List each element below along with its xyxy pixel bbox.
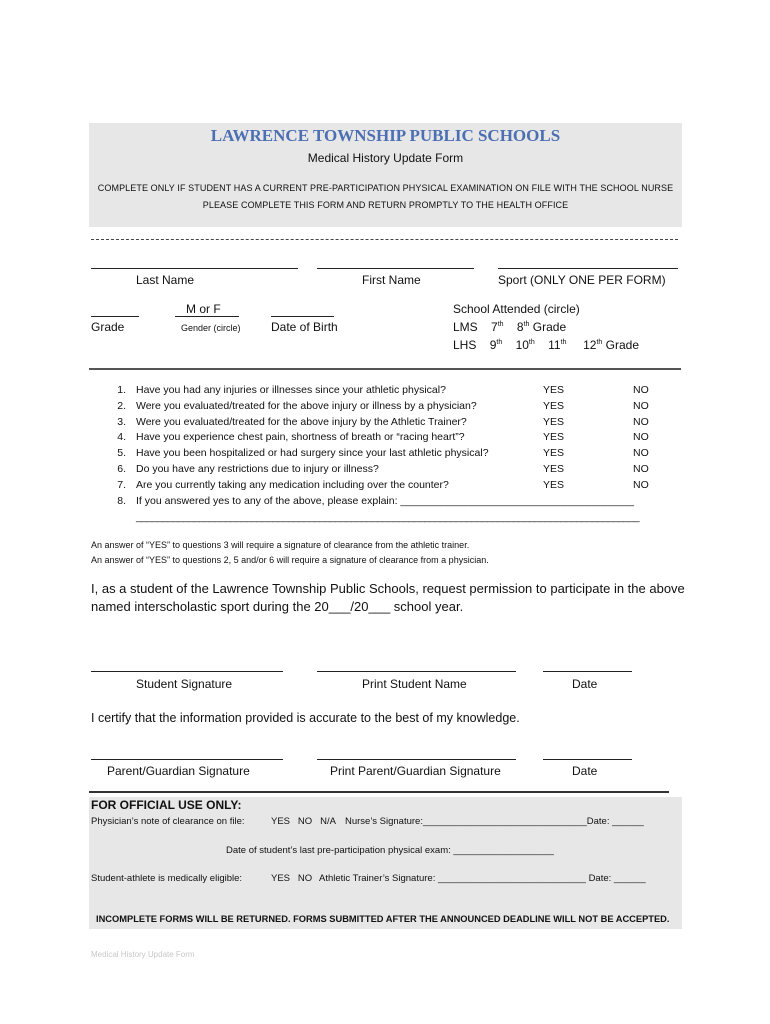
question-text: Were you evaluated/treated for the above injury or illness by a physician? — [136, 400, 477, 412]
question-number: 8. — [117, 495, 126, 507]
question-number: 1. — [117, 384, 126, 396]
note-athletic-trainer: An answer of “YES” to questions 3 will require a signature of clearance from the athletic trainer. — [91, 540, 470, 550]
grade-12-value: 12 — [583, 338, 597, 352]
footer-text: Medical History Update Form — [91, 950, 195, 959]
question-number: 7. — [117, 479, 126, 491]
question-text[interactable]: If you answered yes to any of the above, please explain: ________________________________________ — [136, 495, 635, 507]
grade-11-value: 11 — [548, 338, 561, 352]
question-number: 4. — [117, 431, 126, 443]
m-or-f-label: M or F — [186, 302, 221, 316]
question-text: Are you currently taking any medication including over the counter? — [136, 479, 449, 491]
grade-10-suffix: th — [528, 339, 535, 346]
certify-statement: I certify that the information provided is accurate to the best of my knowledge. — [91, 711, 520, 725]
school-title: LAWRENCE TOWNSHIP PUBLIC SCHOOLS — [210, 126, 561, 145]
parent-signature-label: Parent/Guardian Signature — [107, 764, 250, 778]
student-signature-line[interactable] — [91, 671, 283, 672]
header-instruction-2: PLEASE COMPLETE THIS FORM AND RETURN PROMPTLY TO THE HEALTH OFFICE — [202, 200, 569, 210]
gender-label: Gender (circle) — [181, 323, 241, 333]
last-exam-date-field[interactable]: Date of student’s last pre-participation physical exam: ___________________ — [226, 845, 554, 856]
school-attended-label: School Attended (circle) — [453, 302, 580, 316]
incomplete-forms-warning: INCOMPLETE FORMS WILL BE RETURNED. FORMS SUBMITTED AFTER THE ANNOUNCED DEADLINE WILL NOT BE ACCEPTED. — [96, 914, 670, 924]
lms-grade-word: Grade — [532, 320, 567, 334]
official-divider — [89, 791, 669, 793]
no-option[interactable]: NO — [633, 463, 649, 475]
no-option[interactable]: NO — [633, 431, 649, 443]
grade-10-value: 10 — [515, 338, 529, 352]
student-date-line[interactable] — [543, 671, 632, 672]
grade-9-suffix: th — [496, 339, 503, 346]
dob-label: Date of Birth — [271, 320, 338, 334]
grade-label: Grade — [91, 320, 125, 334]
grade-8-value: 8 — [516, 320, 524, 334]
explain-line[interactable]: ________________________________________________________________________________________________ — [136, 511, 640, 523]
nurse-signature-field[interactable]: Nurse’s Signature:_______________________________Date: ______ — [345, 816, 644, 827]
eligible-options[interactable]: YES NO — [271, 873, 313, 884]
grade-11-suffix: th — [560, 339, 567, 346]
lhs-row — [453, 338, 639, 352]
dob-line[interactable] — [271, 316, 334, 317]
grade-7-option[interactable] — [491, 320, 504, 334]
header-instruction-1: COMPLETE ONLY IF STUDENT HAS A CURRENT PRE-PARTICIPATION PHYSICAL EXAMINATION ON FILE WITH THE SCHOOL NURSE — [97, 183, 674, 193]
official-heading: FOR OFFICIAL USE ONLY: — [91, 798, 242, 812]
sport-label: Sport (ONLY ONE PER FORM) — [498, 273, 666, 287]
permission-line-1: I, as a student of the Lawrence Township Public Schools, request permission to participate in the above — [91, 581, 685, 596]
grade-11-option[interactable] — [548, 338, 566, 352]
grade-7-value: 7 — [491, 320, 498, 334]
parent-date-label: Date — [572, 764, 598, 778]
question-text: Have you experience chest pain, shortness of breath or “racing heart”? — [136, 431, 465, 443]
no-option[interactable]: NO — [633, 416, 649, 428]
grade-7-suffix: th — [497, 321, 504, 328]
question-number: 3. — [117, 416, 126, 428]
no-option[interactable]: NO — [633, 447, 649, 459]
student-date-label: Date — [572, 677, 598, 691]
physician-note-label: Physician’s note of clearance on file: — [91, 816, 245, 827]
note-physician: An answer of “YES” to questions 2, 5 and/or 6 will require a signature of clearance from a physician. — [91, 555, 489, 565]
no-option[interactable]: NO — [633, 479, 649, 491]
sport-line[interactable] — [498, 268, 678, 269]
grade-12-suffix: th — [596, 339, 603, 346]
gender-line[interactable] — [175, 316, 239, 317]
question-text: Have you been hospitalized or had surgery since your last athletic physical? — [136, 447, 489, 459]
print-student-name-label: Print Student Name — [362, 677, 467, 691]
no-option[interactable]: NO — [633, 384, 649, 396]
permission-line-2: named interscholastic sport during the 20___/20___ school year. — [91, 599, 464, 614]
question-number: 6. — [117, 463, 126, 475]
trainer-signature-field[interactable]: Athletic Trainer’s Signature: ____________________________ Date: ______ — [319, 873, 646, 884]
grade-line[interactable] — [91, 316, 139, 317]
question-text: Do you have any restrictions due to injury or illness? — [136, 463, 379, 475]
question-text: Were you evaluated/treated for the above injury by the Athletic Trainer? — [136, 416, 467, 428]
physician-note-options[interactable]: YES NO N/A — [271, 816, 336, 827]
section-divider — [89, 368, 681, 370]
print-student-name-line[interactable] — [317, 671, 516, 672]
grade-10-option[interactable] — [516, 338, 535, 352]
grade-8-suffix: th — [523, 321, 530, 328]
last-name-label: Last Name — [136, 273, 195, 287]
no-option[interactable]: NO — [633, 400, 649, 412]
question-number: 2. — [117, 400, 126, 412]
parent-date-line[interactable] — [543, 759, 632, 760]
last-name-line[interactable] — [91, 268, 298, 269]
yes-option[interactable]: YES — [543, 463, 565, 475]
form-title: Medical History Update Form — [307, 151, 464, 165]
yes-option[interactable]: YES — [543, 400, 565, 412]
lhs-label: LHS — [453, 338, 477, 352]
student-signature-label: Student Signature — [136, 677, 233, 691]
parent-signature-line[interactable] — [91, 759, 283, 760]
separator-line — [91, 239, 678, 240]
grade-9-option[interactable] — [490, 338, 503, 352]
question-number: 5. — [117, 447, 126, 459]
yes-option[interactable]: YES — [543, 384, 565, 396]
yes-option[interactable]: YES — [543, 447, 565, 459]
yes-option[interactable]: YES — [543, 416, 565, 428]
first-name-label: First Name — [362, 273, 421, 287]
print-parent-name-label: Print Parent/Guardian Signature — [330, 764, 501, 778]
grade-9-value: 9 — [489, 338, 497, 352]
grade-12-option[interactable] — [583, 338, 602, 352]
print-parent-name-line[interactable] — [317, 759, 516, 760]
first-name-line[interactable] — [317, 268, 474, 269]
question-text: Have you had any injuries or illnesses since your athletic physical? — [136, 384, 446, 396]
eligible-label: Student-athlete is medically eligible: — [91, 873, 243, 884]
grade-8-option[interactable] — [517, 320, 530, 334]
yes-option[interactable]: YES — [543, 479, 565, 491]
lhs-grade-word: Grade — [605, 338, 639, 352]
lms-row — [453, 320, 566, 334]
lms-label: LMS — [453, 320, 478, 334]
yes-option[interactable]: YES — [543, 431, 565, 443]
